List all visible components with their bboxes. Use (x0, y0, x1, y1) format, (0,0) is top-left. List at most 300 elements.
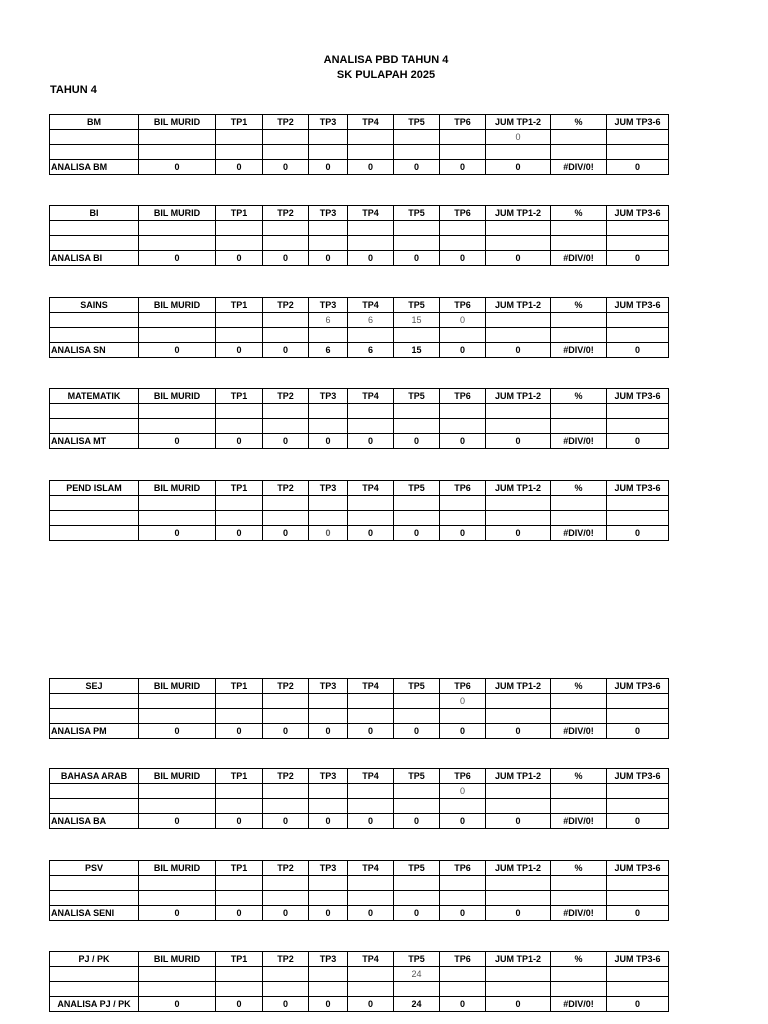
cell-tp1[interactable] (216, 799, 263, 814)
cell-tp6[interactable] (440, 404, 486, 419)
cell-jum-tp3-6[interactable] (607, 694, 669, 709)
summary-tp2[interactable]: 0 (263, 526, 309, 541)
summary-tp4[interactable]: 0 (348, 526, 394, 541)
summary-tp5[interactable]: 0 (394, 434, 440, 449)
cell-[interactable] (551, 876, 607, 891)
summary-tp4[interactable]: 0 (348, 251, 394, 266)
summary-tp3[interactable]: 0 (309, 251, 348, 266)
summary-tp3[interactable]: 6 (309, 343, 348, 358)
summary-tp5[interactable]: 0 (394, 906, 440, 921)
row-label-cell[interactable] (50, 145, 139, 160)
cell-tp3[interactable] (309, 709, 348, 724)
summary-bil-murid[interactable]: 0 (139, 814, 216, 829)
summary-jum-tp3-6[interactable]: 0 (607, 251, 669, 266)
cell-tp2[interactable] (263, 328, 309, 343)
cell-jum-tp1-2[interactable] (486, 982, 551, 997)
cell-tp2[interactable] (263, 784, 309, 799)
cell-tp5[interactable] (394, 328, 440, 343)
summary-tp4[interactable]: 6 (348, 343, 394, 358)
cell-tp6[interactable] (440, 496, 486, 511)
summary-bil-murid[interactable]: 0 (139, 251, 216, 266)
summary-bil-murid[interactable]: 0 (139, 160, 216, 175)
summary-tp3[interactable]: 0 (309, 906, 348, 921)
cell-bil-murid[interactable] (139, 130, 216, 145)
cell-jum-tp1-2[interactable] (486, 709, 551, 724)
cell-tp5[interactable] (394, 404, 440, 419)
cell-tp2[interactable] (263, 799, 309, 814)
summary-tp6[interactable]: 0 (440, 343, 486, 358)
cell-jum-tp1-2[interactable] (486, 236, 551, 251)
cell-tp4[interactable] (348, 328, 394, 343)
summary-tp4[interactable]: 0 (348, 160, 394, 175)
cell-[interactable] (551, 236, 607, 251)
cell-jum-tp3-6[interactable] (607, 236, 669, 251)
cell-tp2[interactable] (263, 511, 309, 526)
cell-jum-tp1-2[interactable] (486, 784, 551, 799)
cell-tp3[interactable] (309, 221, 348, 236)
cell-jum-tp1-2[interactable] (486, 313, 551, 328)
summary-tp1[interactable]: 0 (216, 434, 263, 449)
cell-tp5[interactable]: 15 (394, 313, 440, 328)
cell-jum-tp1-2[interactable] (486, 496, 551, 511)
cell-[interactable] (551, 145, 607, 160)
row-label-cell[interactable] (50, 876, 139, 891)
summary-tp2[interactable]: 0 (263, 160, 309, 175)
row-label-cell[interactable] (50, 982, 139, 997)
summary-tp2[interactable]: 0 (263, 906, 309, 921)
cell-tp5[interactable] (394, 511, 440, 526)
report-title: ANALISA PBD TAHUN 4 (323, 54, 449, 66)
summary-jum-tp1-2[interactable]: 0 (486, 906, 551, 921)
cell-tp1[interactable] (216, 784, 263, 799)
cell-jum-tp1-2[interactable] (486, 876, 551, 891)
summary-[interactable]: #DIV/0! (551, 526, 607, 541)
cell-tp5[interactable] (394, 876, 440, 891)
cell-tp4[interactable] (348, 876, 394, 891)
cell-bil-murid[interactable] (139, 328, 216, 343)
cell-jum-tp1-2[interactable] (486, 694, 551, 709)
summary-tp1[interactable]: 0 (216, 160, 263, 175)
cell-jum-tp1-2[interactable]: 0 (486, 130, 551, 145)
cell-[interactable] (551, 694, 607, 709)
cell-bil-murid[interactable] (139, 221, 216, 236)
row-label-cell[interactable] (50, 404, 139, 419)
row-label-cell[interactable] (50, 496, 139, 511)
summary-label[interactable]: ANALISA BA (50, 814, 139, 829)
summary-tp6[interactable]: 0 (440, 251, 486, 266)
cell-tp5[interactable] (394, 419, 440, 434)
cell-[interactable] (551, 967, 607, 982)
cell-tp2[interactable] (263, 130, 309, 145)
summary-tp6[interactable]: 0 (440, 160, 486, 175)
summary-tp3[interactable]: 0 (309, 526, 348, 541)
row-label-cell[interactable] (50, 967, 139, 982)
summary-label[interactable]: ANALISA PJ / PK (50, 997, 139, 1012)
cell-bil-murid[interactable] (139, 236, 216, 251)
summary-tp4[interactable]: 0 (348, 814, 394, 829)
row-label-cell[interactable] (50, 221, 139, 236)
cell-tp2[interactable] (263, 404, 309, 419)
summary-[interactable]: #DIV/0! (551, 251, 607, 266)
summary-tp4[interactable]: 0 (348, 724, 394, 739)
summary-tp1[interactable]: 0 (216, 343, 263, 358)
cell-tp3[interactable] (309, 236, 348, 251)
summary-[interactable]: #DIV/0! (551, 906, 607, 921)
cell-jum-tp1-2[interactable] (486, 419, 551, 434)
cell-tp1[interactable] (216, 876, 263, 891)
row-label-cell[interactable] (50, 313, 139, 328)
cell-tp1[interactable] (216, 496, 263, 511)
cell-tp1[interactable] (216, 236, 263, 251)
cell-jum-tp3-6[interactable] (607, 709, 669, 724)
cell-jum-tp3-6[interactable] (607, 967, 669, 982)
summary-tp6[interactable]: 0 (440, 526, 486, 541)
cell-tp1[interactable] (216, 891, 263, 906)
summary-bil-murid[interactable]: 0 (139, 724, 216, 739)
cell-tp2[interactable] (263, 221, 309, 236)
row-label-cell[interactable] (50, 891, 139, 906)
summary-tp5[interactable]: 0 (394, 724, 440, 739)
cell-tp1[interactable] (216, 511, 263, 526)
cell-tp6[interactable] (440, 130, 486, 145)
cell-bil-murid[interactable] (139, 496, 216, 511)
summary-[interactable]: #DIV/0! (551, 343, 607, 358)
summary-jum-tp1-2[interactable]: 0 (486, 814, 551, 829)
row-label-cell[interactable] (50, 799, 139, 814)
cell-tp6[interactable] (440, 709, 486, 724)
cell-jum-tp3-6[interactable] (607, 419, 669, 434)
cell-tp2[interactable] (263, 709, 309, 724)
cell-[interactable] (551, 982, 607, 997)
cell-[interactable] (551, 784, 607, 799)
summary-bil-murid[interactable]: 0 (139, 997, 216, 1012)
summary-jum-tp1-2[interactable]: 0 (486, 160, 551, 175)
cell-tp1[interactable] (216, 694, 263, 709)
row-label-cell[interactable] (50, 784, 139, 799)
cell-tp2[interactable] (263, 313, 309, 328)
summary-label[interactable]: ANALISA PM (50, 724, 139, 739)
cell-tp4[interactable] (348, 967, 394, 982)
row-label-cell[interactable] (50, 694, 139, 709)
cell-tp6[interactable] (440, 145, 486, 160)
cell-tp2[interactable] (263, 236, 309, 251)
cell-tp5[interactable] (394, 236, 440, 251)
cell-tp4[interactable] (348, 130, 394, 145)
summary-label[interactable]: ANALISA MT (50, 434, 139, 449)
summary-[interactable]: #DIV/0! (551, 434, 607, 449)
summary-bil-murid[interactable]: 0 (139, 343, 216, 358)
summary-tp3[interactable]: 0 (309, 997, 348, 1012)
row-label-cell[interactable] (50, 236, 139, 251)
summary-tp1[interactable]: 0 (216, 724, 263, 739)
cell-jum-tp3-6[interactable] (607, 130, 669, 145)
row-label-cell[interactable] (50, 130, 139, 145)
cell-tp5[interactable] (394, 130, 440, 145)
cell-[interactable] (551, 313, 607, 328)
cell-bil-murid[interactable] (139, 784, 216, 799)
cell-tp6[interactable] (440, 967, 486, 982)
summary-tp3[interactable]: 0 (309, 814, 348, 829)
cell-[interactable] (551, 404, 607, 419)
cell-tp4[interactable] (348, 799, 394, 814)
cell-tp3[interactable] (309, 891, 348, 906)
cell-jum-tp3-6[interactable] (607, 404, 669, 419)
summary-tp5[interactable]: 0 (394, 251, 440, 266)
cell-tp2[interactable] (263, 496, 309, 511)
cell-jum-tp1-2[interactable] (486, 799, 551, 814)
cell-jum-tp3-6[interactable] (607, 511, 669, 526)
cell-tp4[interactable] (348, 891, 394, 906)
cell-tp4[interactable] (348, 404, 394, 419)
cell-tp3[interactable] (309, 511, 348, 526)
cell-tp6[interactable]: 0 (440, 313, 486, 328)
cell-tp6[interactable] (440, 876, 486, 891)
cell-tp6[interactable]: 0 (440, 694, 486, 709)
cell-tp5[interactable] (394, 784, 440, 799)
column-header-jum-tp1-2: JUM TP1-2 (486, 115, 551, 130)
summary-tp5[interactable]: 0 (394, 526, 440, 541)
cell-tp5[interactable] (394, 709, 440, 724)
cell-tp3[interactable] (309, 694, 348, 709)
cell-jum-tp1-2[interactable] (486, 891, 551, 906)
cell-tp5[interactable] (394, 221, 440, 236)
cell-tp3[interactable] (309, 982, 348, 997)
cell-jum-tp1-2[interactable] (486, 511, 551, 526)
cell-tp5[interactable] (394, 145, 440, 160)
column-header-tp3: TP3 (309, 679, 348, 694)
summary-[interactable]: #DIV/0! (551, 160, 607, 175)
summary-label[interactable]: ANALISA SENI (50, 906, 139, 921)
cell-bil-murid[interactable] (139, 313, 216, 328)
cell-[interactable] (551, 328, 607, 343)
summary-jum-tp3-6[interactable]: 0 (607, 160, 669, 175)
cell-tp3[interactable] (309, 145, 348, 160)
summary-bil-murid[interactable]: 0 (139, 906, 216, 921)
cell-bil-murid[interactable] (139, 891, 216, 906)
cell-jum-tp1-2[interactable] (486, 404, 551, 419)
cell-tp3[interactable]: 6 (309, 313, 348, 328)
cell-tp6[interactable] (440, 419, 486, 434)
summary-jum-tp3-6[interactable]: 0 (607, 814, 669, 829)
summary-jum-tp1-2[interactable]: 0 (486, 343, 551, 358)
cell-tp5[interactable] (394, 799, 440, 814)
summary-tp3[interactable]: 0 (309, 434, 348, 449)
cell-tp4[interactable] (348, 784, 394, 799)
cell-tp3[interactable] (309, 404, 348, 419)
cell-tp1[interactable] (216, 313, 263, 328)
cell-[interactable] (551, 221, 607, 236)
cell-bil-murid[interactable] (139, 694, 216, 709)
summary-tp5[interactable]: 24 (394, 997, 440, 1012)
summary-jum-tp3-6[interactable]: 0 (607, 724, 669, 739)
cell-jum-tp3-6[interactable] (607, 221, 669, 236)
cell-jum-tp3-6[interactable] (607, 799, 669, 814)
cell-tp4[interactable] (348, 982, 394, 997)
cell-jum-tp3-6[interactable] (607, 328, 669, 343)
cell-tp6[interactable] (440, 891, 486, 906)
cell-jum-tp3-6[interactable] (607, 784, 669, 799)
summary-bil-murid[interactable]: 0 (139, 434, 216, 449)
cell-tp2[interactable] (263, 891, 309, 906)
cell-tp2[interactable] (263, 876, 309, 891)
cell-tp3[interactable] (309, 496, 348, 511)
cell-tp3[interactable] (309, 967, 348, 982)
cell-tp4[interactable] (348, 511, 394, 526)
cell-tp6[interactable] (440, 236, 486, 251)
cell-tp3[interactable] (309, 419, 348, 434)
cell-[interactable] (551, 709, 607, 724)
summary-jum-tp1-2[interactable]: 0 (486, 434, 551, 449)
cell-jum-tp3-6[interactable] (607, 982, 669, 997)
cell-tp3[interactable] (309, 130, 348, 145)
summary-tp2[interactable]: 0 (263, 251, 309, 266)
summary-label[interactable]: ANALISA BI (50, 251, 139, 266)
summary-tp2[interactable]: 0 (263, 434, 309, 449)
cell-bil-murid[interactable] (139, 709, 216, 724)
cell-tp1[interactable] (216, 328, 263, 343)
summary-tp2[interactable]: 0 (263, 343, 309, 358)
cell-[interactable] (551, 496, 607, 511)
summary-jum-tp1-2[interactable]: 0 (486, 724, 551, 739)
cell-tp3[interactable] (309, 876, 348, 891)
summary-label[interactable] (50, 526, 139, 541)
summary-tp3[interactable]: 0 (309, 724, 348, 739)
summary-tp5[interactable]: 15 (394, 343, 440, 358)
cell-bil-murid[interactable] (139, 404, 216, 419)
cell-jum-tp3-6[interactable] (607, 891, 669, 906)
cell-tp1[interactable] (216, 419, 263, 434)
summary-jum-tp1-2[interactable]: 0 (486, 526, 551, 541)
summary-jum-tp3-6[interactable]: 0 (607, 906, 669, 921)
cell-[interactable] (551, 419, 607, 434)
summary-label[interactable]: ANALISA SN (50, 343, 139, 358)
summary-[interactable]: #DIV/0! (551, 997, 607, 1012)
summary-jum-tp3-6[interactable]: 0 (607, 526, 669, 541)
summary-tp1[interactable]: 0 (216, 251, 263, 266)
summary-jum-tp3-6[interactable]: 0 (607, 997, 669, 1012)
summary-[interactable]: #DIV/0! (551, 814, 607, 829)
cell-tp4[interactable]: 6 (348, 313, 394, 328)
cell-tp3[interactable] (309, 784, 348, 799)
summary-label[interactable]: ANALISA BM (50, 160, 139, 175)
cell-tp1[interactable] (216, 145, 263, 160)
summary-bil-murid[interactable]: 0 (139, 526, 216, 541)
row-label-cell[interactable] (50, 419, 139, 434)
summary-tp4[interactable]: 0 (348, 997, 394, 1012)
cell-[interactable] (551, 891, 607, 906)
summary-tp5[interactable]: 0 (394, 814, 440, 829)
cell-tp5[interactable] (394, 694, 440, 709)
cell-tp6[interactable] (440, 982, 486, 997)
row-label-cell[interactable] (50, 511, 139, 526)
cell-jum-tp3-6[interactable] (607, 313, 669, 328)
cell-tp4[interactable] (348, 145, 394, 160)
cell-jum-tp1-2[interactable] (486, 967, 551, 982)
cell-tp1[interactable] (216, 130, 263, 145)
cell-tp6[interactable] (440, 221, 486, 236)
cell-tp1[interactable] (216, 221, 263, 236)
cell-tp5[interactable]: 24 (394, 967, 440, 982)
row-label-cell[interactable] (50, 328, 139, 343)
cell-tp3[interactable] (309, 328, 348, 343)
cell-tp3[interactable] (309, 799, 348, 814)
cell-jum-tp1-2[interactable] (486, 328, 551, 343)
cell-[interactable] (551, 511, 607, 526)
summary-tp4[interactable]: 0 (348, 906, 394, 921)
cell-jum-tp3-6[interactable] (607, 496, 669, 511)
summary-tp2[interactable]: 0 (263, 997, 309, 1012)
summary-tp6[interactable]: 0 (440, 906, 486, 921)
summary-tp5[interactable]: 0 (394, 160, 440, 175)
cell-tp5[interactable] (394, 891, 440, 906)
summary-tp2[interactable]: 0 (263, 724, 309, 739)
summary-jum-tp1-2[interactable]: 0 (486, 997, 551, 1012)
cell-tp6[interactable] (440, 511, 486, 526)
cell-tp6[interactable] (440, 799, 486, 814)
cell-tp4[interactable] (348, 221, 394, 236)
cell-[interactable] (551, 799, 607, 814)
summary-tp6[interactable]: 0 (440, 997, 486, 1012)
cell-tp1[interactable] (216, 709, 263, 724)
summary-tp1[interactable]: 0 (216, 814, 263, 829)
cell-tp6[interactable] (440, 328, 486, 343)
cell-bil-murid[interactable] (139, 876, 216, 891)
cell-bil-murid[interactable] (139, 511, 216, 526)
cell-bil-murid[interactable] (139, 982, 216, 997)
summary-tp2[interactable]: 0 (263, 814, 309, 829)
cell-tp1[interactable] (216, 967, 263, 982)
row-label-cell[interactable] (50, 709, 139, 724)
cell-tp2[interactable] (263, 967, 309, 982)
cell-bil-murid[interactable] (139, 145, 216, 160)
cell-jum-tp3-6[interactable] (607, 145, 669, 160)
cell-bil-murid[interactable] (139, 419, 216, 434)
cell-tp2[interactable] (263, 419, 309, 434)
summary-tp6[interactable]: 0 (440, 814, 486, 829)
cell-bil-murid[interactable] (139, 799, 216, 814)
cell-tp2[interactable] (263, 982, 309, 997)
summary-[interactable]: #DIV/0! (551, 724, 607, 739)
cell-tp1[interactable] (216, 404, 263, 419)
cell-tp4[interactable] (348, 496, 394, 511)
cell-tp5[interactable] (394, 982, 440, 997)
summary-tp1[interactable]: 0 (216, 526, 263, 541)
cell-jum-tp1-2[interactable] (486, 145, 551, 160)
cell-[interactable] (551, 130, 607, 145)
cell-jum-tp3-6[interactable] (607, 876, 669, 891)
summary-tp1[interactable]: 0 (216, 997, 263, 1012)
cell-tp4[interactable] (348, 709, 394, 724)
summary-jum-tp1-2[interactable]: 0 (486, 251, 551, 266)
summary-tp1[interactable]: 0 (216, 906, 263, 921)
cell-tp1[interactable] (216, 982, 263, 997)
cell-tp4[interactable] (348, 694, 394, 709)
cell-tp2[interactable] (263, 694, 309, 709)
cell-tp4[interactable] (348, 236, 394, 251)
cell-tp6[interactable]: 0 (440, 784, 486, 799)
summary-tp3[interactable]: 0 (309, 160, 348, 175)
cell-tp2[interactable] (263, 145, 309, 160)
cell-bil-murid[interactable] (139, 967, 216, 982)
summary-jum-tp3-6[interactable]: 0 (607, 434, 669, 449)
cell-tp5[interactable] (394, 496, 440, 511)
cell-jum-tp1-2[interactable] (486, 221, 551, 236)
summary-tp6[interactable]: 0 (440, 434, 486, 449)
summary-jum-tp3-6[interactable]: 0 (607, 343, 669, 358)
cell-tp4[interactable] (348, 419, 394, 434)
summary-tp4[interactable]: 0 (348, 434, 394, 449)
summary-tp6[interactable]: 0 (440, 724, 486, 739)
